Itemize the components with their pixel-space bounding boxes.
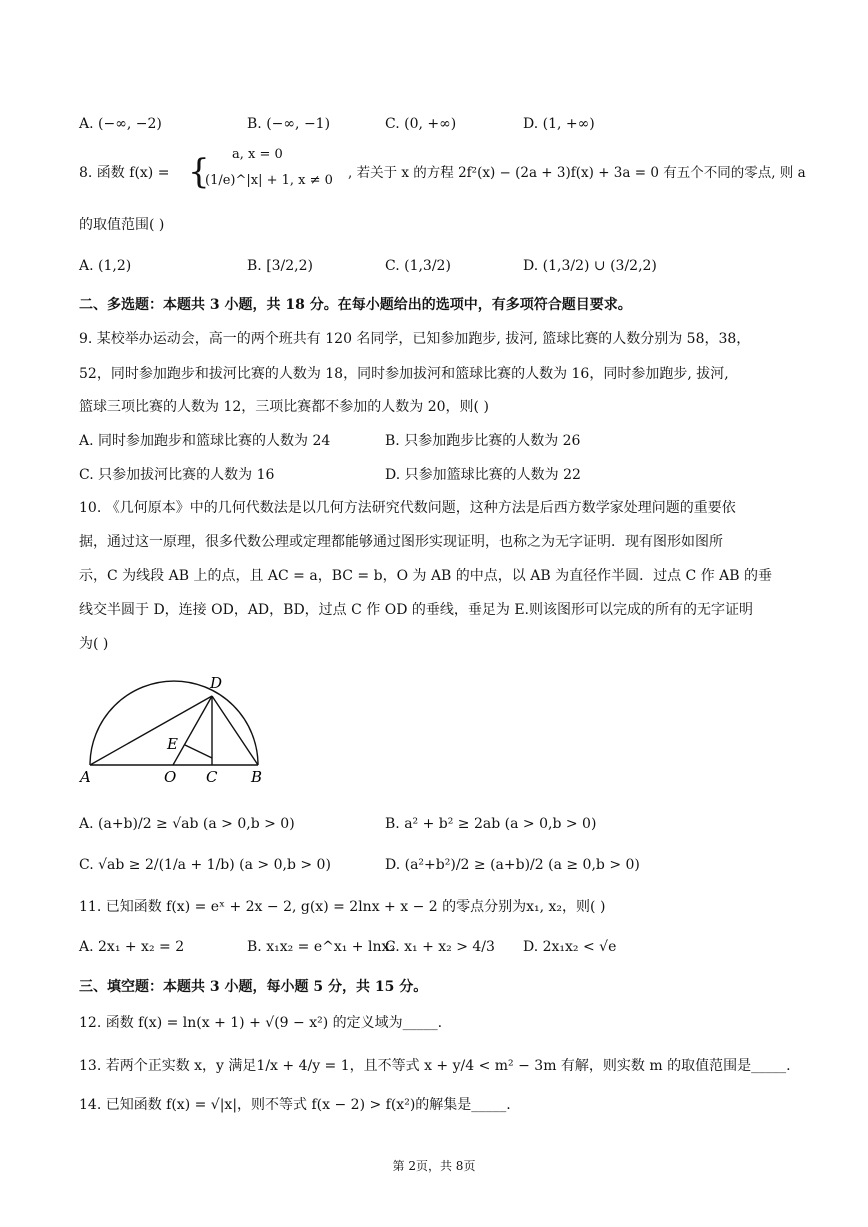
q10-line3: 示，C 为线段 AB 上的点，且 AC = a，BC = b，O 为 AB 的中点，以 AB 为直径作半圆．过点 C 作 AB 的垂 [79,568,772,584]
label-c: C [206,768,218,785]
q14-text: 14. 已知函数 f(x) = √|x|，则不等式 f(x − 2) > f(x²)的解集是_____. [79,1097,511,1113]
q10-line1: 10. 《几何原本》中的几何代数法是以几何方法研究代数问题，这种方法是后西方数学家处理问题的重要依 [79,500,736,516]
q13-text: 13. 若两个正实数 x，y 满足1/x + 4/y = 1，且不等式 x + y/4 < m² − 3m 有解，则实数 m 的取值范围是_____. [79,1058,791,1074]
label-a: A [80,768,91,785]
q11-option-d: D. 2x₁x₂ < √e [523,939,617,955]
semicircle-figure [78,670,278,785]
q10-option-a: A. (a+b)/2 ≥ √ab (a > 0,b > 0) [79,816,295,832]
section-3-heading: 三、填空题：本题共 3 小题，每小题 5 分，共 15 分。 [79,979,428,995]
q8-option-c: C. (1,3/2) [385,258,451,274]
q8-suffix: , 若关于 x 的方程 2f²(x) − (2a + 3)f(x) + 3a = 0 有五个不同的零点, 则 a [348,165,806,181]
q9-option-a: A. 同时参加跑步和篮球比赛的人数为 24 [79,433,331,449]
segment-ce [185,745,212,758]
q9-option-b: B. 只参加跑步比赛的人数为 26 [385,433,581,449]
section-2-heading: 二、多选题：本题共 3 小题，共 18 分。在每小题给出的选项中，有多项符合题目要求。 [79,297,632,313]
q10-option-b: B. a² + b² ≥ 2ab (a > 0,b > 0) [385,816,597,832]
q8-case1: a, x = 0 [232,147,283,162]
label-b: B [251,768,263,785]
q7-option-c: C. (0, +∞) [385,116,457,132]
q11-option-a: A. 2x₁ + x₂ = 2 [79,939,185,955]
q8-brace: { [188,152,210,192]
q9-line1: 9. 某校举办运动会，高一的两个班共有 120 名同学，已知参加跑步, 拔河, 篮球比赛的人数分别为 58，38， [79,331,751,347]
q10-line5: 为( ) [79,636,109,652]
q12-text: 12. 函数 f(x) = ln(x + 1) + √(9 − x²) 的定义域为_____. [79,1015,443,1031]
q9-line2: 52，同时参加跑步和拔河比赛的人数为 18，同时参加拔河和篮球比赛的人数为 16，同时参加跑步, 拔河, [79,366,729,382]
label-o: O [164,768,177,785]
q10-line4: 线交半圆于 D，连接 OD，AD，BD，过点 C 作 OD 的垂线，垂足为 E.则该图形可以完成的所有的无字证明 [79,602,754,618]
segment-ad [90,696,212,765]
q9-option-c: C. 只参加拔河比赛的人数为 16 [79,467,275,483]
q7-option-a: A. (−∞, −2) [79,116,162,132]
q8-prefix: 8. 函数 f(x) = [79,165,170,181]
label-e: E [167,735,178,753]
q11-option-c: C. x₁ + x₂ > 4/3 [385,939,495,955]
q7-option-d: D. (1, +∞) [523,116,595,132]
q10-line2: 据，通过这一原理，很多代数公理或定理都能够通过图形实现证明，也称之为无字证明．现有图形如图所 [79,534,723,550]
q8-line2: 的取值范围( ) [79,217,165,233]
q10-option-d: D. (a²+b²)/2 ≥ (a+b)/2 (a ≥ 0,b > 0) [385,857,640,873]
q9-option-d: D. 只参加篮球比赛的人数为 22 [385,467,581,483]
q8-option-b: B. [3/2,2) [247,258,314,274]
label-d: D [210,674,223,692]
q9-line3: 篮球三项比赛的人数为 12，三项比赛都不参加的人数为 20，则( ) [79,399,489,415]
q8-option-d: D. (1,3/2) ∪ (3/2,2) [523,258,657,274]
q8-case2: (1/e)^|x| + 1, x ≠ 0 [205,173,333,188]
q10-option-c: C. √ab ≥ 2/(1/a + 1/b) (a > 0,b > 0) [79,857,331,873]
q11-line1: 11. 已知函数 f(x) = eˣ + 2x − 2, g(x) = 2lnx + x − 2 的零点分别为x₁, x₂，则( ) [79,899,606,915]
q11-option-b: B. x₁x₂ = e^x₁ + lnx₂ [247,939,395,955]
q7-option-b: B. (−∞, −1) [247,116,331,132]
page-footer: 第 2页，共 8页 [392,1159,476,1173]
q8-option-a: A. (1,2) [79,258,132,274]
